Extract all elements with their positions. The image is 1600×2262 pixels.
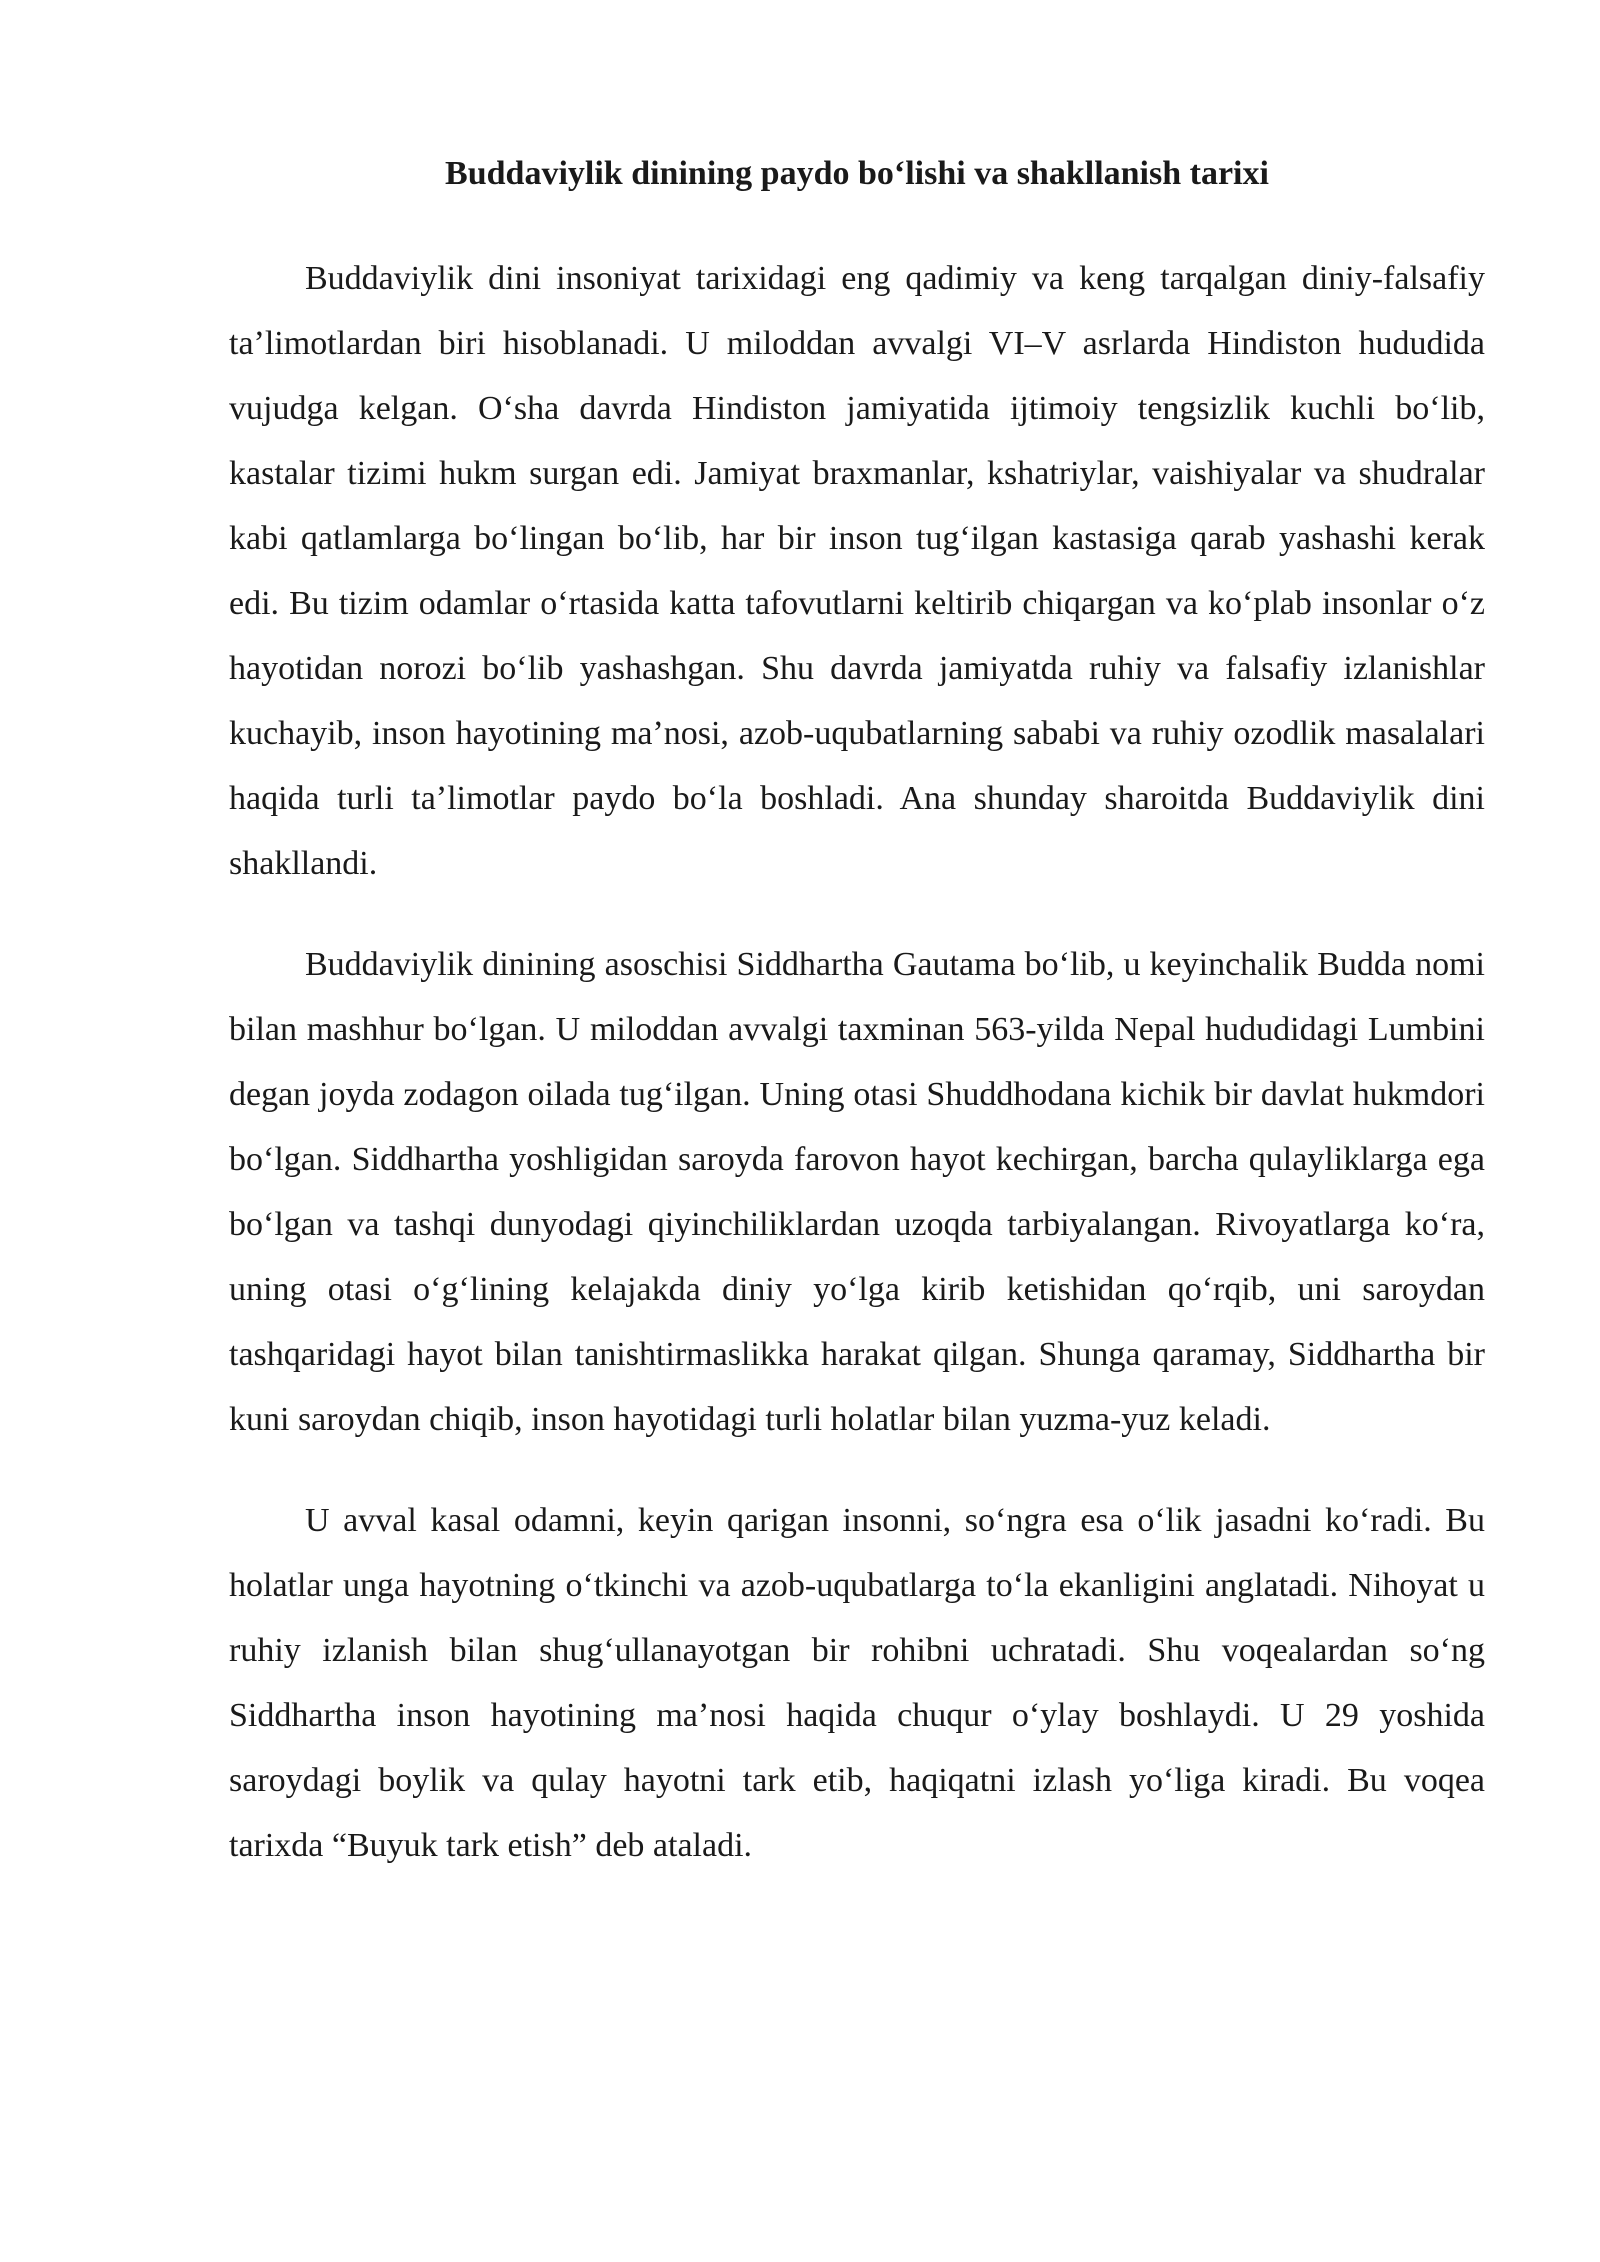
- paragraph-origins: Buddaviylik dini insoniyat tarixidagi eng qadimiy va keng tarqalgan diniy-falsafiy taʼlimotlardan biri hisoblanadi. U miloddan avvalgi VI–V asrlarda Hindiston hududida vujudga kelgan. Oʻsha davrda Hindiston jamiyatida ijtimoiy tengsizlik kuchli boʻlib, kastalar tizimi hukm surgan edi. Jamiyat braxmanlar, kshatriylar, vaishiyalar va shudralar kabi qatlamlarga boʻlingan boʻlib, har bir inson tugʻilgan kastasiga qarab yashashi kerak edi. Bu tizim odamlar oʻrtasida katta tafovutlarni keltirib chiqargan va koʻplab insonlar oʻz hayotidan norozi boʻlib yashashgan. Shu davrda jamiyatda ruhiy va falsafiy izlanishlar kuchayib, inson hayotining maʼnosi, azob-uqubatlarning sababi va ruhiy ozodlik masalalari haqida turli taʼlimotlar paydo boʻla boshladi. Ana shunday sharoitda Buddaviylik dini shakllandi.: [229, 260, 1485, 882]
- paragraph-great-renunciation: U avval kasal odamni, keyin qarigan insonni, soʻngra esa oʻlik jasadni koʻradi. Bu holatlar unga hayotning oʻtkinchi va azob-uqubatlarga toʻla ekanligini anglatadi. Nihoyat u ruhiy izlanish bilan shugʻullanayotgan bir rohibni uchratadi. Shu voqealardan soʻng Siddhartha inson hayotining maʼnosi haqida chuqur oʻylay boshlaydi. U 29 yoshida saroydagi boylik va qulay hayotni tark etib, haqiqatni izlash yoʻliga kiradi. Bu voqea tarixda “Buyuk tark etish” deb ataladi.: [229, 1502, 1485, 1864]
- paragraph-founder: Buddaviylik dinining asoschisi Siddhartha Gautama boʻlib, u keyinchalik Budda nomi bilan mashhur boʻlgan. U miloddan avvalgi taxminan 563-yilda Nepal hududidagi Lumbini degan joyda zodagon oilada tugʻilgan. Uning otasi Shuddhodana kichik bir davlat hukmdori boʻlgan. Siddhartha yoshligidan saroyda farovon hayot kechirgan, barcha qulayliklarga ega boʻlgan va tashqi dunyodagi qiyinchiliklardan uzoqda tarbiyalangan. Rivoyatlarga koʻra, uning otasi oʻgʻlining kelajakda diniy yoʻlga kirib ketishidan qoʻrqib, uni saroydan tashqaridagi hayot bilan tanishtirmaslikka harakat qilgan. Shunga qaramay, Siddhartha bir kuni saroydan chiqib, inson hayotidagi turli holatlar bilan yuzma-yuz keladi.: [229, 946, 1485, 1438]
- document-title: Buddaviylik dinining paydo boʻlishi va shakllanish tarixi: [445, 155, 1269, 192]
- document-body: [229, 150, 1485, 1914]
